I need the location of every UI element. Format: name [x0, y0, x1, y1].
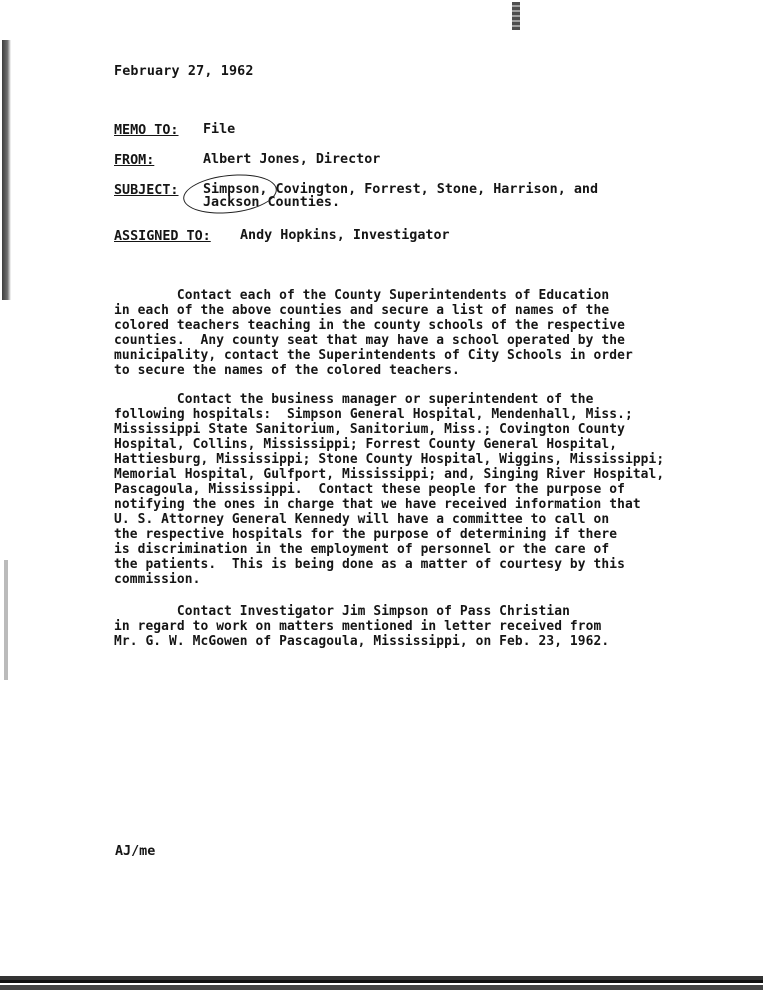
- assigned-to-value: Andy Hopkins, Investigator: [240, 228, 450, 243]
- typist-initials: AJ/me: [115, 844, 156, 859]
- handwritten-circle-mark: [181, 170, 278, 218]
- body-paragraph-teachers: Contact each of the County Superintendents of Education in each of the above counties and secure a list of names of the colored teachers teaching in the county schools of the respective counties. Any county seat that may have a school operated by the municipality, contact the Superintendents of City Schools in order to secure the names of the colored teachers.: [114, 288, 633, 378]
- body-paragraph-hospitals: Contact the business manager or superintendent of the following hospitals: Simpson General Hospital, Mendenhall, Miss.; Mississippi State Sanitorium, Sanitorium, Miss.; Covington County Hospital, Collins, Mississippi; Forrest County General Hospital, Hattiesburg, Mississippi; Stone County Hospital, Wiggins, Mississippi; Memorial Hospital, Gulfport, Mississippi; and, Singing River Hospital, Pascagoula, Mississippi. Contact these people for the purpose of notifying the ones in charge that we have received information that U. S. Attorney General Kennedy will have a committee to call on the respective hospitals for the purpose of determining if there is discrimination in the employment of personnel or the care of the patients. This is being done as a matter of courtesy by this commission.: [114, 392, 665, 587]
- memo-to-value: File: [203, 122, 236, 137]
- scan-edge-shadow: [2, 40, 11, 300]
- scan-bottom-edge: [0, 976, 763, 990]
- memo-date: February 27, 1962: [114, 64, 254, 79]
- assigned-to-label: ASSIGNED TO:: [114, 229, 211, 244]
- scan-punch-mark: [512, 2, 520, 30]
- subject-value: Simpson, Covington, Forrest, Stone, Harrison, and Jackson Counties.: [203, 182, 599, 210]
- body-paragraph-investigator: Contact Investigator Jim Simpson of Pass Christian in regard to work on matters mentioned in letter received from Mr. G. W. McGowen of Pascagoula, Mississippi, on Feb. 23, 1962.: [114, 604, 610, 649]
- memo-to-label: MEMO TO:: [114, 123, 179, 138]
- scan-edge-shadow-lower: [4, 560, 8, 680]
- from-label: FROM:: [114, 153, 155, 168]
- subject-label: SUBJECT:: [114, 183, 179, 198]
- from-value: Albert Jones, Director: [203, 152, 381, 167]
